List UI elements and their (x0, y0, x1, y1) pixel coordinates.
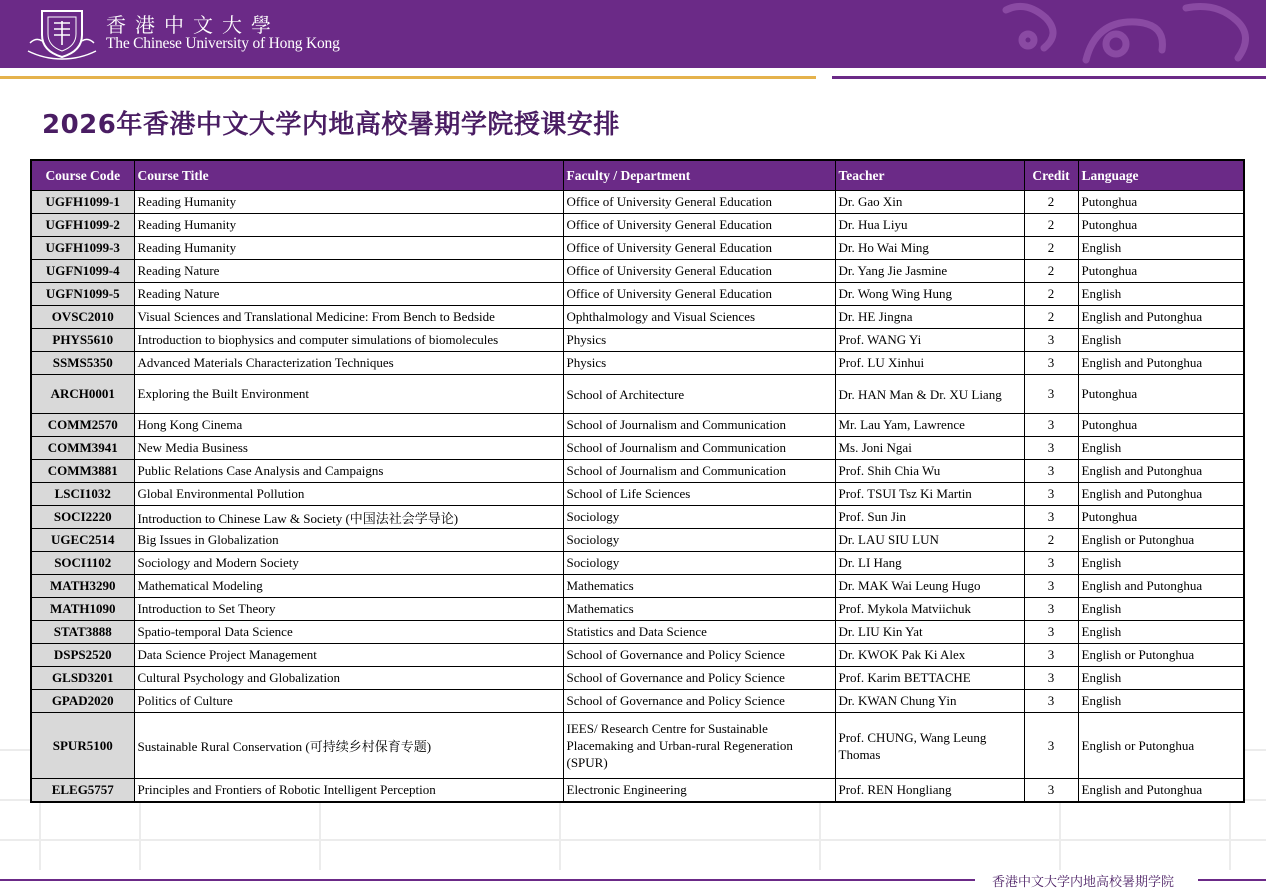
table-body (31, 191, 1244, 803)
footer-divider-right (1198, 879, 1266, 881)
cell-faculty: School of Life Sciences (563, 483, 835, 506)
cell-credit: 2 (1024, 529, 1078, 552)
cell-course-code: MATH3290 (31, 575, 134, 598)
cell-language: English (1078, 283, 1244, 306)
cell-course-title: Politics of Culture (134, 690, 563, 713)
table-row (31, 690, 1244, 713)
table-row (31, 214, 1244, 237)
header-course-code: Course Code (31, 160, 134, 191)
cell-faculty: Electronic Engineering (563, 779, 835, 803)
cell-faculty: Office of University General Education (563, 260, 835, 283)
page-title: 2026年香港中文大学内地高校暑期学院授课安排 (42, 110, 620, 140)
cell-credit: 2 (1024, 237, 1078, 260)
cell-teacher: Dr. LI Hang (835, 552, 1024, 575)
cell-language: Putonghua (1078, 375, 1244, 414)
cell-language: English and Putonghua (1078, 460, 1244, 483)
cell-language: English and Putonghua (1078, 306, 1244, 329)
cell-course-code: GLSD3201 (31, 667, 134, 690)
table-header-row (31, 160, 1244, 191)
table-row (31, 713, 1244, 779)
cell-language: Putonghua (1078, 414, 1244, 437)
cell-course-title: Public Relations Case Analysis and Campaigns (134, 460, 563, 483)
cell-credit: 3 (1024, 713, 1078, 779)
cell-faculty: Sociology (563, 552, 835, 575)
table-row (31, 575, 1244, 598)
cell-credit: 3 (1024, 483, 1078, 506)
cell-course-code: SOCI2220 (31, 506, 134, 529)
cell-teacher: Prof. LU Xinhui (835, 352, 1024, 375)
cell-credit: 3 (1024, 329, 1078, 352)
cell-faculty: Ophthalmology and Visual Sciences (563, 306, 835, 329)
cell-course-code: SPUR5100 (31, 713, 134, 779)
cell-language: Putonghua (1078, 260, 1244, 283)
university-name-chinese: 香港中文大學 (106, 13, 280, 37)
cell-course-title: Global Environmental Pollution (134, 483, 563, 506)
cell-credit: 3 (1024, 575, 1078, 598)
cell-course-title: Introduction to Set Theory (134, 598, 563, 621)
header-credit: Credit (1024, 160, 1078, 191)
cell-faculty: Sociology (563, 529, 835, 552)
header-teacher: Teacher (835, 160, 1024, 191)
gold-divider (0, 76, 816, 79)
cell-credit: 3 (1024, 690, 1078, 713)
cell-credit: 3 (1024, 352, 1078, 375)
cell-course-code: COMM2570 (31, 414, 134, 437)
table-row (31, 779, 1244, 803)
cell-course-title: Sustainable Rural Conservation (可持续乡村保育专题) (134, 713, 563, 779)
cell-credit: 3 (1024, 598, 1078, 621)
cell-course-title: Reading Humanity (134, 191, 563, 214)
cell-course-code: COMM3881 (31, 460, 134, 483)
cell-credit: 3 (1024, 506, 1078, 529)
cell-teacher: Dr. KWOK Pak Ki Alex (835, 644, 1024, 667)
cell-teacher: Dr. KWAN Chung Yin (835, 690, 1024, 713)
cell-faculty: Office of University General Education (563, 214, 835, 237)
cell-teacher: Dr. Hua Liyu (835, 214, 1024, 237)
table-row (31, 621, 1244, 644)
cell-course-title: New Media Business (134, 437, 563, 460)
cell-faculty: IEES/ Research Centre for Sustainable Placemaking and Urban-rural Regeneration (SPUR) (563, 713, 835, 779)
footer-divider (0, 879, 975, 881)
footer-label: 香港中文大学内地高校暑期学院 (992, 875, 1175, 890)
cell-course-code: DSPS2520 (31, 644, 134, 667)
table-row (31, 237, 1244, 260)
cell-faculty: Office of University General Education (563, 191, 835, 214)
cell-course-code: UGFN1099-4 (31, 260, 134, 283)
cell-course-code: UGFN1099-5 (31, 283, 134, 306)
cell-language: English or Putonghua (1078, 713, 1244, 779)
university-crest-icon (26, 7, 98, 61)
cell-language: Putonghua (1078, 191, 1244, 214)
cell-course-code: UGFH1099-3 (31, 237, 134, 260)
table-row (31, 306, 1244, 329)
cell-course-title: Reading Nature (134, 260, 563, 283)
cell-teacher: Prof. Shih Chia Wu (835, 460, 1024, 483)
cell-faculty: School of Governance and Policy Science (563, 667, 835, 690)
cell-teacher: Prof. REN Hongliang (835, 779, 1024, 803)
cell-course-title: Hong Kong Cinema (134, 414, 563, 437)
cell-teacher: Dr. Wong Wing Hung (835, 283, 1024, 306)
cell-faculty: School of Journalism and Communication (563, 414, 835, 437)
cell-language: English or Putonghua (1078, 644, 1244, 667)
table-row (31, 375, 1244, 414)
cell-teacher: Mr. Lau Yam, Lawrence (835, 414, 1024, 437)
cell-faculty: School of Journalism and Communication (563, 437, 835, 460)
university-name-english: The Chinese University of Hong Kong (106, 35, 340, 52)
table-row (31, 529, 1244, 552)
cell-credit: 2 (1024, 283, 1078, 306)
header-banner (0, 0, 1266, 68)
cell-course-code: SOCI1102 (31, 552, 134, 575)
cell-language: English (1078, 237, 1244, 260)
cell-language: Putonghua (1078, 214, 1244, 237)
table-row (31, 437, 1244, 460)
cell-faculty: Physics (563, 329, 835, 352)
cell-course-title: Reading Humanity (134, 214, 563, 237)
cell-course-title: Sociology and Modern Society (134, 552, 563, 575)
cell-language: English (1078, 598, 1244, 621)
cell-faculty: Mathematics (563, 575, 835, 598)
cell-course-title: Visual Sciences and Translational Medicine: From Bench to Bedside (134, 306, 563, 329)
cell-teacher: Ms. Joni Ngai (835, 437, 1024, 460)
cell-course-code: SSMS5350 (31, 352, 134, 375)
table-row (31, 414, 1244, 437)
cell-credit: 3 (1024, 552, 1078, 575)
cell-faculty: School of Journalism and Communication (563, 460, 835, 483)
cell-language: English or Putonghua (1078, 529, 1244, 552)
cell-course-title: Advanced Materials Characterization Techniques (134, 352, 563, 375)
cell-course-code: UGEC2514 (31, 529, 134, 552)
cell-credit: 3 (1024, 460, 1078, 483)
cell-credit: 2 (1024, 306, 1078, 329)
cell-faculty: School of Architecture (563, 375, 835, 414)
table-row (31, 283, 1244, 306)
table-row (31, 483, 1244, 506)
cell-course-title: Mathematical Modeling (134, 575, 563, 598)
cell-course-code: ARCH0001 (31, 375, 134, 414)
cell-language: English (1078, 621, 1244, 644)
table-row (31, 460, 1244, 483)
cell-language: Putonghua (1078, 506, 1244, 529)
cell-credit: 2 (1024, 260, 1078, 283)
cell-faculty: School of Governance and Policy Science (563, 644, 835, 667)
cell-teacher: Prof. Karim BETTACHE (835, 667, 1024, 690)
table-row (31, 644, 1244, 667)
table-row (31, 667, 1244, 690)
cell-teacher: Dr. HE Jingna (835, 306, 1024, 329)
cell-teacher: Prof. WANG Yi (835, 329, 1024, 352)
cell-course-title: Cultural Psychology and Globalization (134, 667, 563, 690)
cell-teacher: Dr. LAU SIU LUN (835, 529, 1024, 552)
cell-course-title: Exploring the Built Environment (134, 375, 563, 414)
table-row (31, 352, 1244, 375)
cell-course-title: Spatio-temporal Data Science (134, 621, 563, 644)
cell-faculty: Sociology (563, 506, 835, 529)
cell-faculty: Office of University General Education (563, 283, 835, 306)
cell-teacher: Dr. Ho Wai Ming (835, 237, 1024, 260)
table-row (31, 598, 1244, 621)
cell-teacher: Dr. HAN Man & Dr. XU Liang (835, 375, 1024, 414)
cell-credit: 3 (1024, 667, 1078, 690)
cell-credit: 3 (1024, 414, 1078, 437)
cell-course-title: Introduction to biophysics and computer simulations of biomolecules (134, 329, 563, 352)
cell-credit: 2 (1024, 191, 1078, 214)
cell-course-code: STAT3888 (31, 621, 134, 644)
cell-credit: 3 (1024, 779, 1078, 803)
purple-divider (832, 76, 1266, 79)
cell-language: English (1078, 552, 1244, 575)
cell-teacher: Prof. Mykola Matviichuk (835, 598, 1024, 621)
cell-course-code: MATH1090 (31, 598, 134, 621)
cell-course-code: LSCI1032 (31, 483, 134, 506)
cell-credit: 2 (1024, 214, 1078, 237)
cell-course-title: Reading Humanity (134, 237, 563, 260)
cell-teacher: Dr. Gao Xin (835, 191, 1024, 214)
cell-language: English (1078, 690, 1244, 713)
cell-course-title: Principles and Frontiers of Robotic Intelligent Perception (134, 779, 563, 803)
cell-faculty: Mathematics (563, 598, 835, 621)
cell-language: English and Putonghua (1078, 779, 1244, 803)
cell-language: English and Putonghua (1078, 352, 1244, 375)
cell-credit: 3 (1024, 621, 1078, 644)
cell-course-title: Reading Nature (134, 283, 563, 306)
cell-teacher: Prof. CHUNG, Wang Leung Thomas (835, 713, 1024, 779)
decorative-pattern-icon (986, 0, 1266, 68)
cell-teacher: Dr. Yang Jie Jasmine (835, 260, 1024, 283)
cell-teacher: Prof. Sun Jin (835, 506, 1024, 529)
cell-faculty: Office of University General Education (563, 237, 835, 260)
cell-language: English (1078, 329, 1244, 352)
course-table (30, 159, 1245, 803)
cell-course-title: Introduction to Chinese Law & Society (中国法社会学导论) (134, 506, 563, 529)
table-row (31, 260, 1244, 283)
cell-teacher: Dr. MAK Wai Leung Hugo (835, 575, 1024, 598)
cell-credit: 3 (1024, 644, 1078, 667)
cell-teacher: Dr. LIU Kin Yat (835, 621, 1024, 644)
cell-course-code: ELEG5757 (31, 779, 134, 803)
cell-course-title: Big Issues in Globalization (134, 529, 563, 552)
cell-faculty: School of Governance and Policy Science (563, 690, 835, 713)
table-row (31, 191, 1244, 214)
cell-faculty: Statistics and Data Science (563, 621, 835, 644)
cell-course-code: COMM3941 (31, 437, 134, 460)
cell-credit: 3 (1024, 437, 1078, 460)
cell-course-code: PHYS5610 (31, 329, 134, 352)
cell-credit: 3 (1024, 375, 1078, 414)
cell-faculty: Physics (563, 352, 835, 375)
header-course-title: Course Title (134, 160, 563, 191)
cell-course-title: Data Science Project Management (134, 644, 563, 667)
header-language: Language (1078, 160, 1244, 191)
table-row (31, 506, 1244, 529)
cell-language: English (1078, 437, 1244, 460)
cell-course-code: OVSC2010 (31, 306, 134, 329)
cell-language: English (1078, 667, 1244, 690)
cell-course-code: GPAD2020 (31, 690, 134, 713)
cell-teacher: Prof. TSUI Tsz Ki Martin (835, 483, 1024, 506)
table-row (31, 329, 1244, 352)
header-faculty: Faculty / Department (563, 160, 835, 191)
table-row (31, 552, 1244, 575)
cell-course-code: UGFH1099-1 (31, 191, 134, 214)
cell-language: English and Putonghua (1078, 483, 1244, 506)
cell-course-code: UGFH1099-2 (31, 214, 134, 237)
cell-language: English and Putonghua (1078, 575, 1244, 598)
